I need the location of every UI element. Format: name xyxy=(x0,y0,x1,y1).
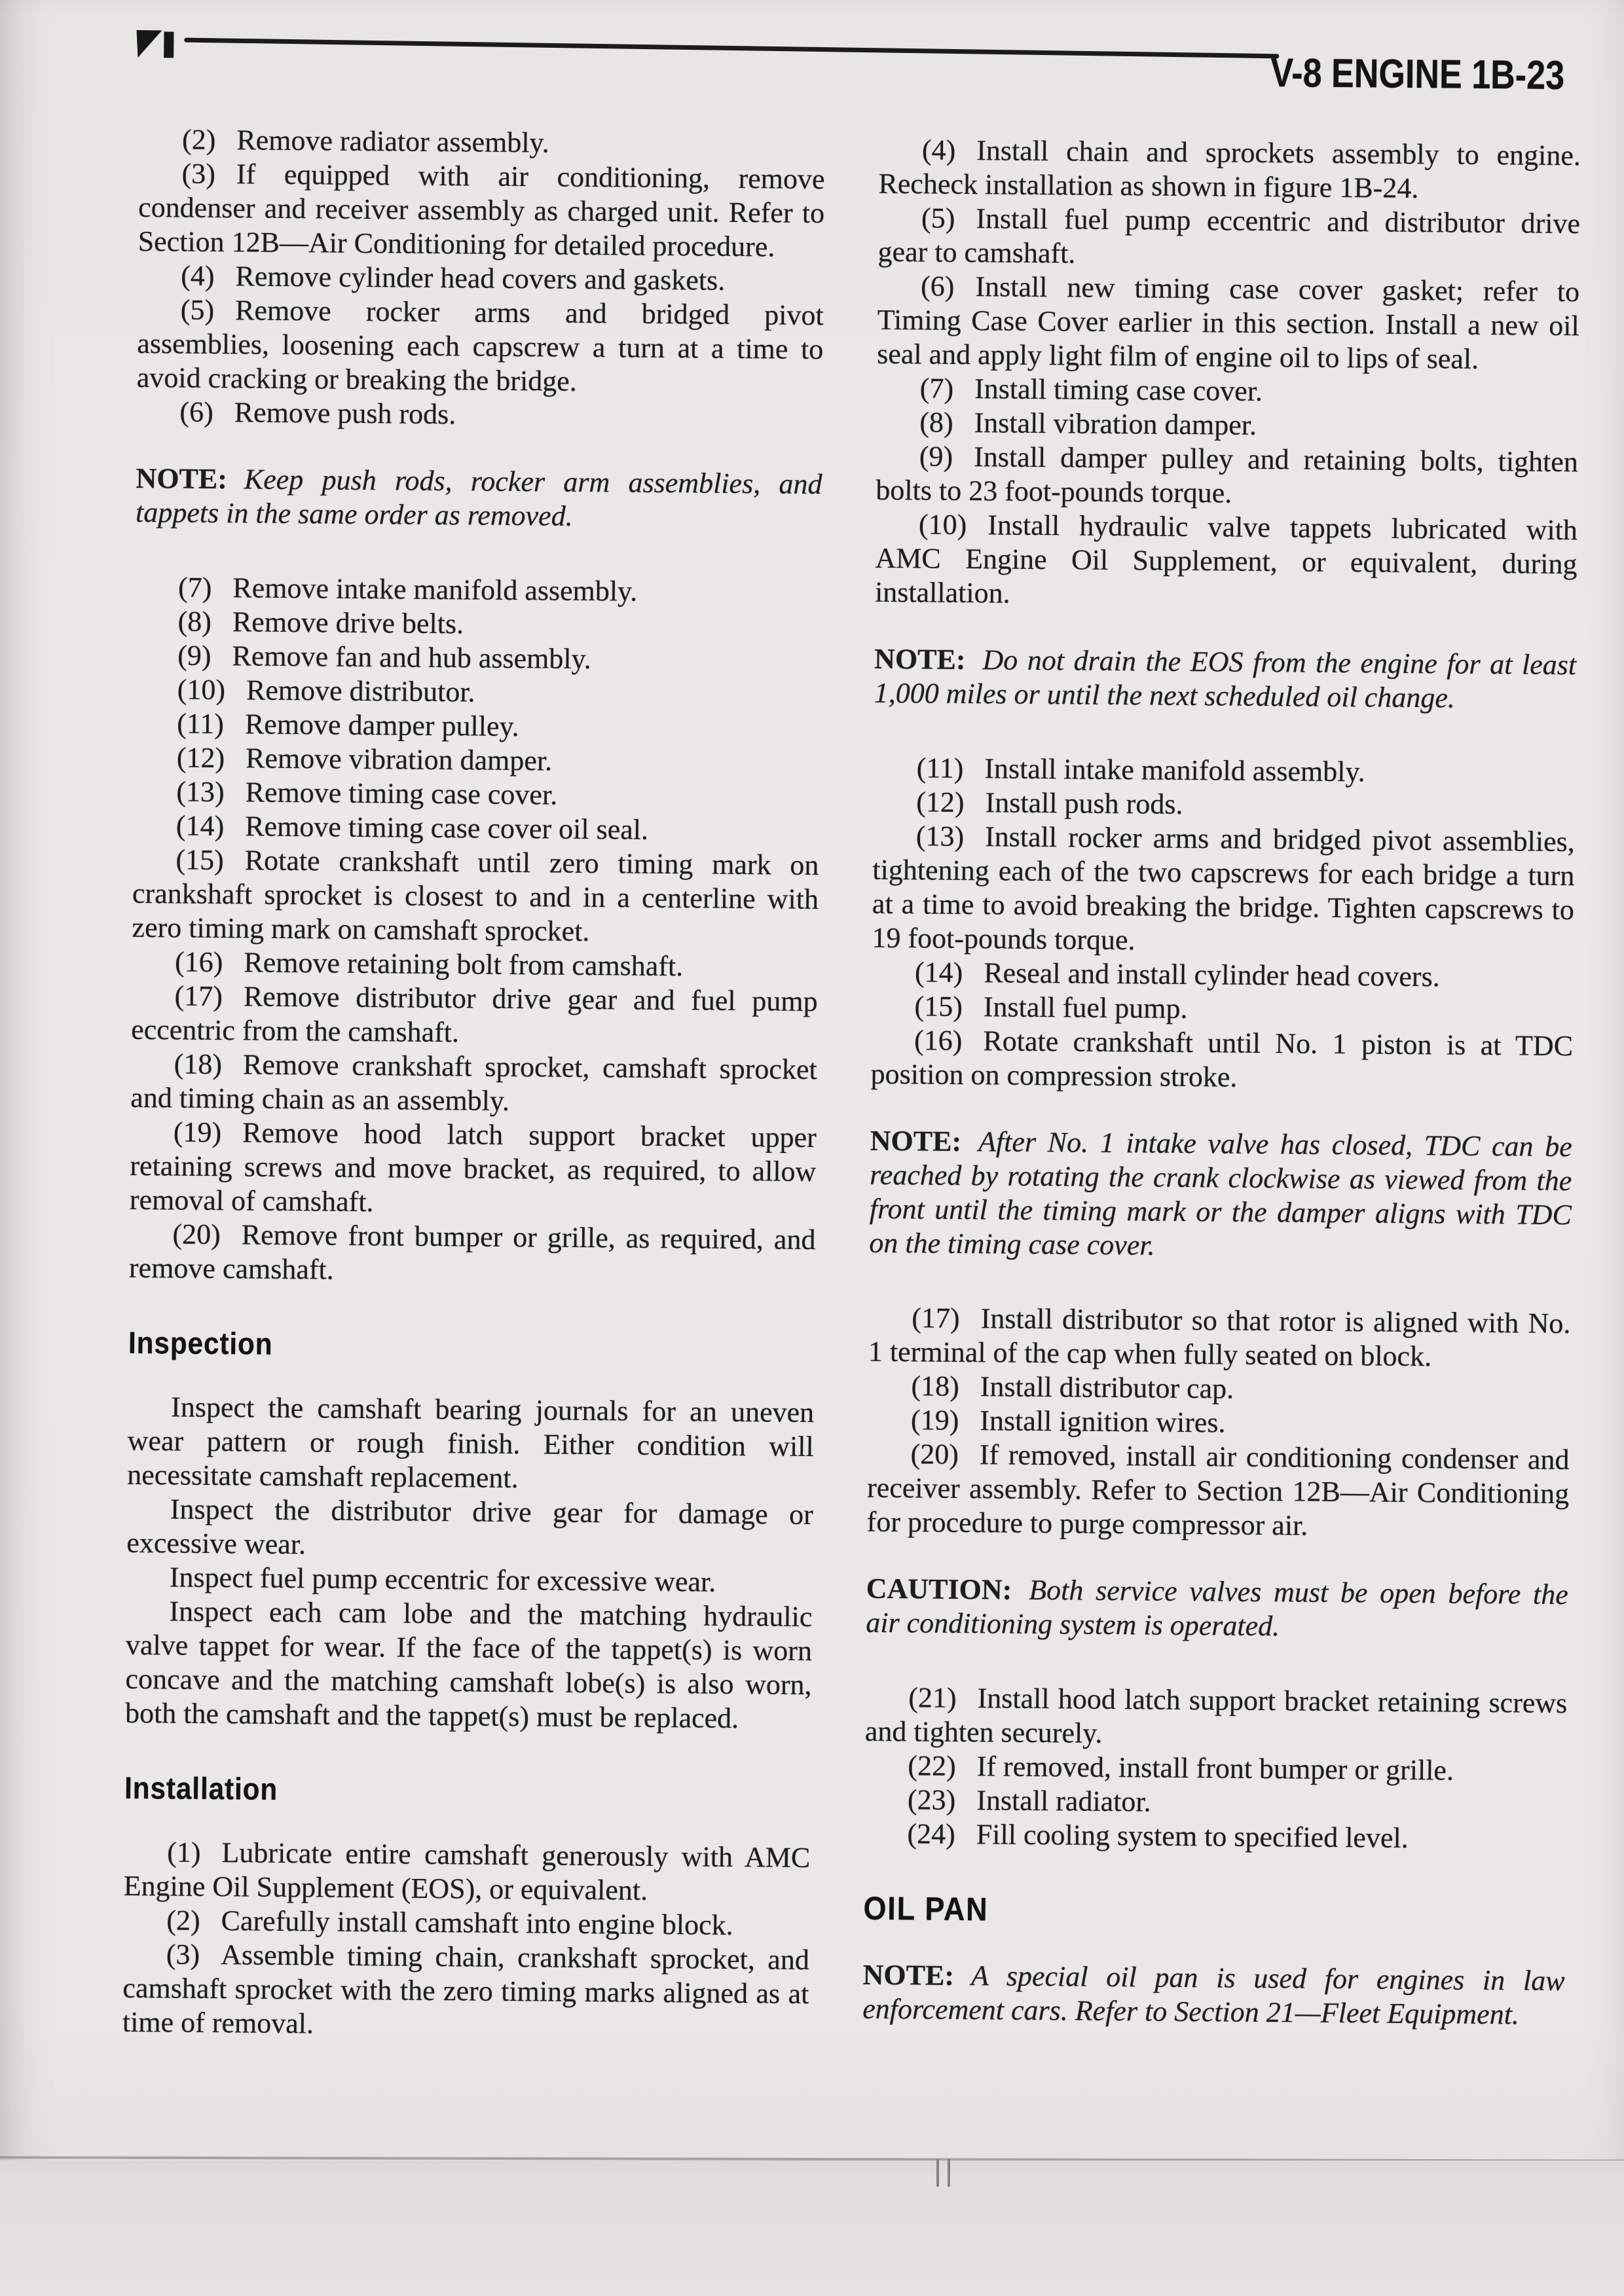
step-text: Install distributor cap. xyxy=(980,1370,1234,1405)
step-text: Remove radiator assembly. xyxy=(236,124,549,159)
step-number: (2) xyxy=(166,1904,200,1937)
step-number: (12) xyxy=(916,786,965,819)
page-title: V-8 ENGINE 1B-23 xyxy=(1270,50,1565,98)
edge-tick-mark xyxy=(936,2159,939,2187)
step-text: Remove crankshaft sprocket, camshaft sprocket and timing chain as an assembly. xyxy=(130,1048,817,1117)
step-number: (9) xyxy=(177,639,212,672)
procedure-step xyxy=(123,1903,809,1943)
step-number: (5) xyxy=(180,293,215,326)
edge-tick-mark xyxy=(948,2159,950,2187)
step-number: (18) xyxy=(174,1048,223,1081)
step-text: Remove distributor. xyxy=(246,674,475,708)
step-number: (4) xyxy=(921,134,956,166)
step-text: Assemble timing chain, crankshaft sprocket, and camshaft sprocket with the zero timing marks aligned as at time of removal. xyxy=(122,1939,810,2040)
step-number: (21) xyxy=(908,1681,957,1714)
procedure-step xyxy=(122,1937,809,2045)
step-number: (19) xyxy=(173,1116,222,1149)
step-text: Install fuel pump eccentric and distributor drive gear to camshaft. xyxy=(877,202,1581,270)
step-number: (24) xyxy=(907,1817,956,1850)
step-text: Install vibration damper. xyxy=(974,407,1257,441)
procedure-step xyxy=(875,507,1578,615)
step-number: (10) xyxy=(177,673,226,706)
step-number: (13) xyxy=(176,775,225,809)
corner-registration-mark-icon xyxy=(136,30,174,58)
step-text: Remove distributor drive gear and fuel pump eccentric from the camshaft. xyxy=(130,980,818,1049)
step-text: Remove vibration damper. xyxy=(245,742,553,777)
procedure-step xyxy=(871,989,1573,1029)
step-text: Carefully install camshaft into engine block. xyxy=(221,1904,733,1941)
procedure-step xyxy=(864,1749,1566,1789)
procedure-step xyxy=(134,740,820,780)
step-number: (4) xyxy=(181,259,215,292)
note-label: NOTE: xyxy=(862,1958,955,1992)
step-text: Install timing case cover. xyxy=(974,373,1263,407)
procedure-step xyxy=(136,395,822,435)
body-paragraph: Inspect each cam lobe and the matching hydraulic valve tappet for wear. If the face of the tappet(s) is worn concave and the matching camshaft lobe(s) is also worn, both the camshaft and the tappet(s) must be replaced. xyxy=(124,1595,813,1735)
step-text: Remove cylinder head covers and gaskets. xyxy=(235,260,726,297)
step-text: Remove drive belts. xyxy=(232,606,464,640)
step-number: (7) xyxy=(919,372,954,405)
step-number: (12) xyxy=(176,741,225,774)
note-block xyxy=(862,1958,1565,2032)
step-text: Install ignition wires. xyxy=(980,1404,1226,1439)
note-text: Do not drain the EOS from the engine for at least 1,000 miles or until the next scheduled oil change. xyxy=(874,644,1577,714)
procedure-step xyxy=(865,1681,1568,1755)
procedure-step xyxy=(876,405,1578,445)
step-number: (22) xyxy=(908,1749,956,1782)
procedure-step xyxy=(131,979,818,1053)
step-text: Remove hood latch support bracket upper retaining screws and move bracket, as required, to allow removal of camshaft. xyxy=(129,1116,817,1218)
step-text: If equipped with air conditioning, remove condenser and receiver assembly as charged unit. Refer to Section 12B—Air Conditioning for detailed procedure. xyxy=(138,158,825,263)
step-text: Install new timing case cover gasket; refer to Timing Case Cover earlier in this section. Install a new oil seal and apply light film of engine oil to lips of seal. xyxy=(877,270,1580,375)
note-label: NOTE: xyxy=(870,1124,962,1157)
step-text: Install radiator. xyxy=(976,1784,1151,1818)
procedure-step xyxy=(877,371,1579,411)
step-number: (1) xyxy=(167,1836,201,1868)
section-heading: OIL PAN xyxy=(863,1889,989,1928)
procedure-step xyxy=(134,638,821,678)
step-text: Remove fan and hub assembly. xyxy=(232,640,591,676)
left-column xyxy=(122,122,826,2045)
step-number: (20) xyxy=(910,1438,959,1470)
step-number: (16) xyxy=(913,1024,963,1057)
right-column xyxy=(862,133,1581,2073)
step-text: Install hood latch support bracket retaining screws and tighten securely. xyxy=(864,1682,1568,1749)
procedure-step xyxy=(868,1369,1570,1409)
procedure-step xyxy=(133,774,819,814)
page-bottom-edge-band xyxy=(0,2160,1624,2296)
procedure-step xyxy=(877,201,1580,275)
note-text: Both service valves must be open before the air conditioning system is operated. xyxy=(866,1573,1568,1643)
step-text: Remove front bumper or grille, as required, and remove camshaft. xyxy=(128,1218,816,1286)
procedure-step xyxy=(135,570,821,610)
procedure-step xyxy=(132,945,818,985)
step-number: (14) xyxy=(175,809,225,843)
step-text: Reseal and install cylinder head covers. xyxy=(984,957,1440,993)
step-text: Install distributor so that rotor is aligned with No. 1 terminal of the cap when fully seated on block. xyxy=(868,1302,1571,1373)
procedure-step xyxy=(876,439,1578,513)
procedure-step xyxy=(868,1301,1571,1375)
procedure-step xyxy=(139,122,825,162)
procedure-step xyxy=(134,672,821,712)
step-text: Remove rocker arms and bridged pivot assemblies, loosening each capscrew a turn at a time to avoid cracking or breaking the bridge. xyxy=(136,294,824,397)
procedure-step xyxy=(138,259,824,299)
step-text: Install push rods. xyxy=(985,786,1183,820)
step-number: (8) xyxy=(177,605,212,638)
step-text: Remove retaining bolt from camshaft. xyxy=(244,946,684,983)
body-paragraph: Inspect the camshaft bearing journals for an uneven wear pattern or rough finish. Either condition will necessitate camshaft replacement. xyxy=(127,1391,815,1495)
step-text: Install intake manifold assembly. xyxy=(984,752,1365,788)
note-block xyxy=(866,1572,1568,1646)
note-block xyxy=(869,1124,1572,1266)
procedure-step xyxy=(129,1217,816,1291)
note-block xyxy=(874,642,1576,716)
procedure-step xyxy=(134,604,821,644)
procedure-step xyxy=(134,706,820,746)
step-number: (8) xyxy=(919,406,953,439)
body-paragraph: Inspect the distributor drive gear for damage or excessive wear. xyxy=(126,1493,813,1561)
step-number: (6) xyxy=(179,395,213,428)
procedure-step xyxy=(872,819,1575,961)
note-text: A special oil pan is used for engines in law enforcement cars. Refer to Section 21—Fleet Equipment. xyxy=(862,1959,1565,2031)
procedure-step xyxy=(868,1403,1570,1443)
step-number: (9) xyxy=(919,440,953,473)
step-number: (17) xyxy=(912,1302,960,1334)
procedure-step xyxy=(864,1783,1566,1823)
step-text: If removed, install air conditioning condenser and receiver assembly. Refer to Section 12B—Air Conditioning for procedure to purge compressor air. xyxy=(866,1438,1570,1542)
note-label: NOTE: xyxy=(874,642,966,676)
step-text: Install damper pulley and retaining bolts, tighten bolts to 23 foot-pounds torque. xyxy=(876,441,1579,509)
step-number: (10) xyxy=(918,508,967,541)
step-number: (18) xyxy=(911,1370,960,1402)
corner-bar-shape xyxy=(164,31,174,58)
header-rule xyxy=(184,38,1279,59)
procedure-step xyxy=(124,1835,811,1909)
step-text: Remove push rods. xyxy=(234,396,456,431)
step-number: (3) xyxy=(166,1938,200,1971)
step-number: (20) xyxy=(172,1218,221,1251)
step-text: Remove intake manifold assembly. xyxy=(232,572,638,608)
note-label: CAUTION: xyxy=(866,1572,1012,1606)
step-text: Rotate crankshaft until No. 1 piston is at TDC position on compression stroke. xyxy=(870,1025,1574,1093)
step-text: Install hydraulic valve tappets lubricated with AMC Engine Oil Supplement, or equivalent, during installation. xyxy=(874,509,1578,610)
step-number: (14) xyxy=(914,956,963,989)
note-label: NOTE: xyxy=(136,462,228,496)
step-number: (15) xyxy=(914,990,963,1023)
step-number: (11) xyxy=(916,752,964,785)
step-number: (6) xyxy=(920,270,955,302)
step-number: (2) xyxy=(181,123,216,156)
step-number: (11) xyxy=(177,707,225,740)
procedure-step xyxy=(873,785,1575,825)
procedure-step xyxy=(137,293,824,401)
step-number: (17) xyxy=(174,979,223,1013)
step-number: (23) xyxy=(907,1783,956,1816)
step-number: (7) xyxy=(177,571,212,604)
step-number: (5) xyxy=(921,202,955,234)
step-text: Install rocker arms and bridged pivot assemblies, tightening each of the two capscrews for each bridge a turn at a time to avoid breaking the bridge. Tighten capscrews to 19 foot-pounds torque. xyxy=(872,820,1576,957)
procedure-step xyxy=(130,1115,817,1223)
body-paragraph: Inspect fuel pump eccentric for excessive wear. xyxy=(169,1561,716,1598)
step-text: Remove timing case cover. xyxy=(245,776,558,811)
procedure-step xyxy=(864,1817,1566,1857)
procedure-step xyxy=(130,1047,817,1121)
step-text: Install chain and sprockets assembly to engine. Recheck installation as shown in figure 1B-24. xyxy=(878,134,1581,205)
procedure-step xyxy=(877,269,1579,377)
step-text: Lubricate entire camshaft generously with AMC Engine Oil Supplement (EOS), or equivalent. xyxy=(123,1836,811,1906)
note-block xyxy=(136,462,822,536)
note-text: After No. 1 intake valve has closed, TDC can be reached by rotating the crank clockwise as viewed from the front until the timing mark or the damper aligns with TDC on the timing case cover. xyxy=(869,1125,1572,1262)
section-heading: Inspection xyxy=(128,1324,273,1361)
step-text: Remove damper pulley. xyxy=(244,708,519,743)
procedure-step xyxy=(132,843,819,951)
procedure-step xyxy=(872,955,1574,995)
step-number: (19) xyxy=(910,1404,959,1436)
step-text: If removed, install front bumper or grille. xyxy=(976,1750,1454,1787)
corner-triangle-shape xyxy=(136,30,162,58)
step-text: Install fuel pump. xyxy=(983,991,1188,1025)
step-number: (16) xyxy=(174,945,223,979)
procedure-step xyxy=(874,751,1576,791)
step-number: (3) xyxy=(181,157,216,190)
step-text: Remove timing case cover oil seal. xyxy=(245,810,649,846)
step-number: (13) xyxy=(915,820,965,853)
procedure-step xyxy=(866,1437,1569,1545)
procedure-step xyxy=(870,1023,1573,1097)
step-text: Rotate crankshaft until zero timing mark on crankshaft sprocket is closest to and in a centerline with zero timing mark on camshaft sprocket. xyxy=(132,844,819,948)
step-number: (15) xyxy=(175,843,224,877)
note-text: Keep push rods, rocker arm assemblies, and tappets in the same order as removed. xyxy=(135,463,822,532)
procedure-step xyxy=(133,809,819,848)
step-text: Fill cooling system to specified level. xyxy=(976,1818,1409,1854)
procedure-step xyxy=(138,156,824,264)
procedure-step xyxy=(878,133,1581,207)
section-heading: Installation xyxy=(124,1770,278,1806)
